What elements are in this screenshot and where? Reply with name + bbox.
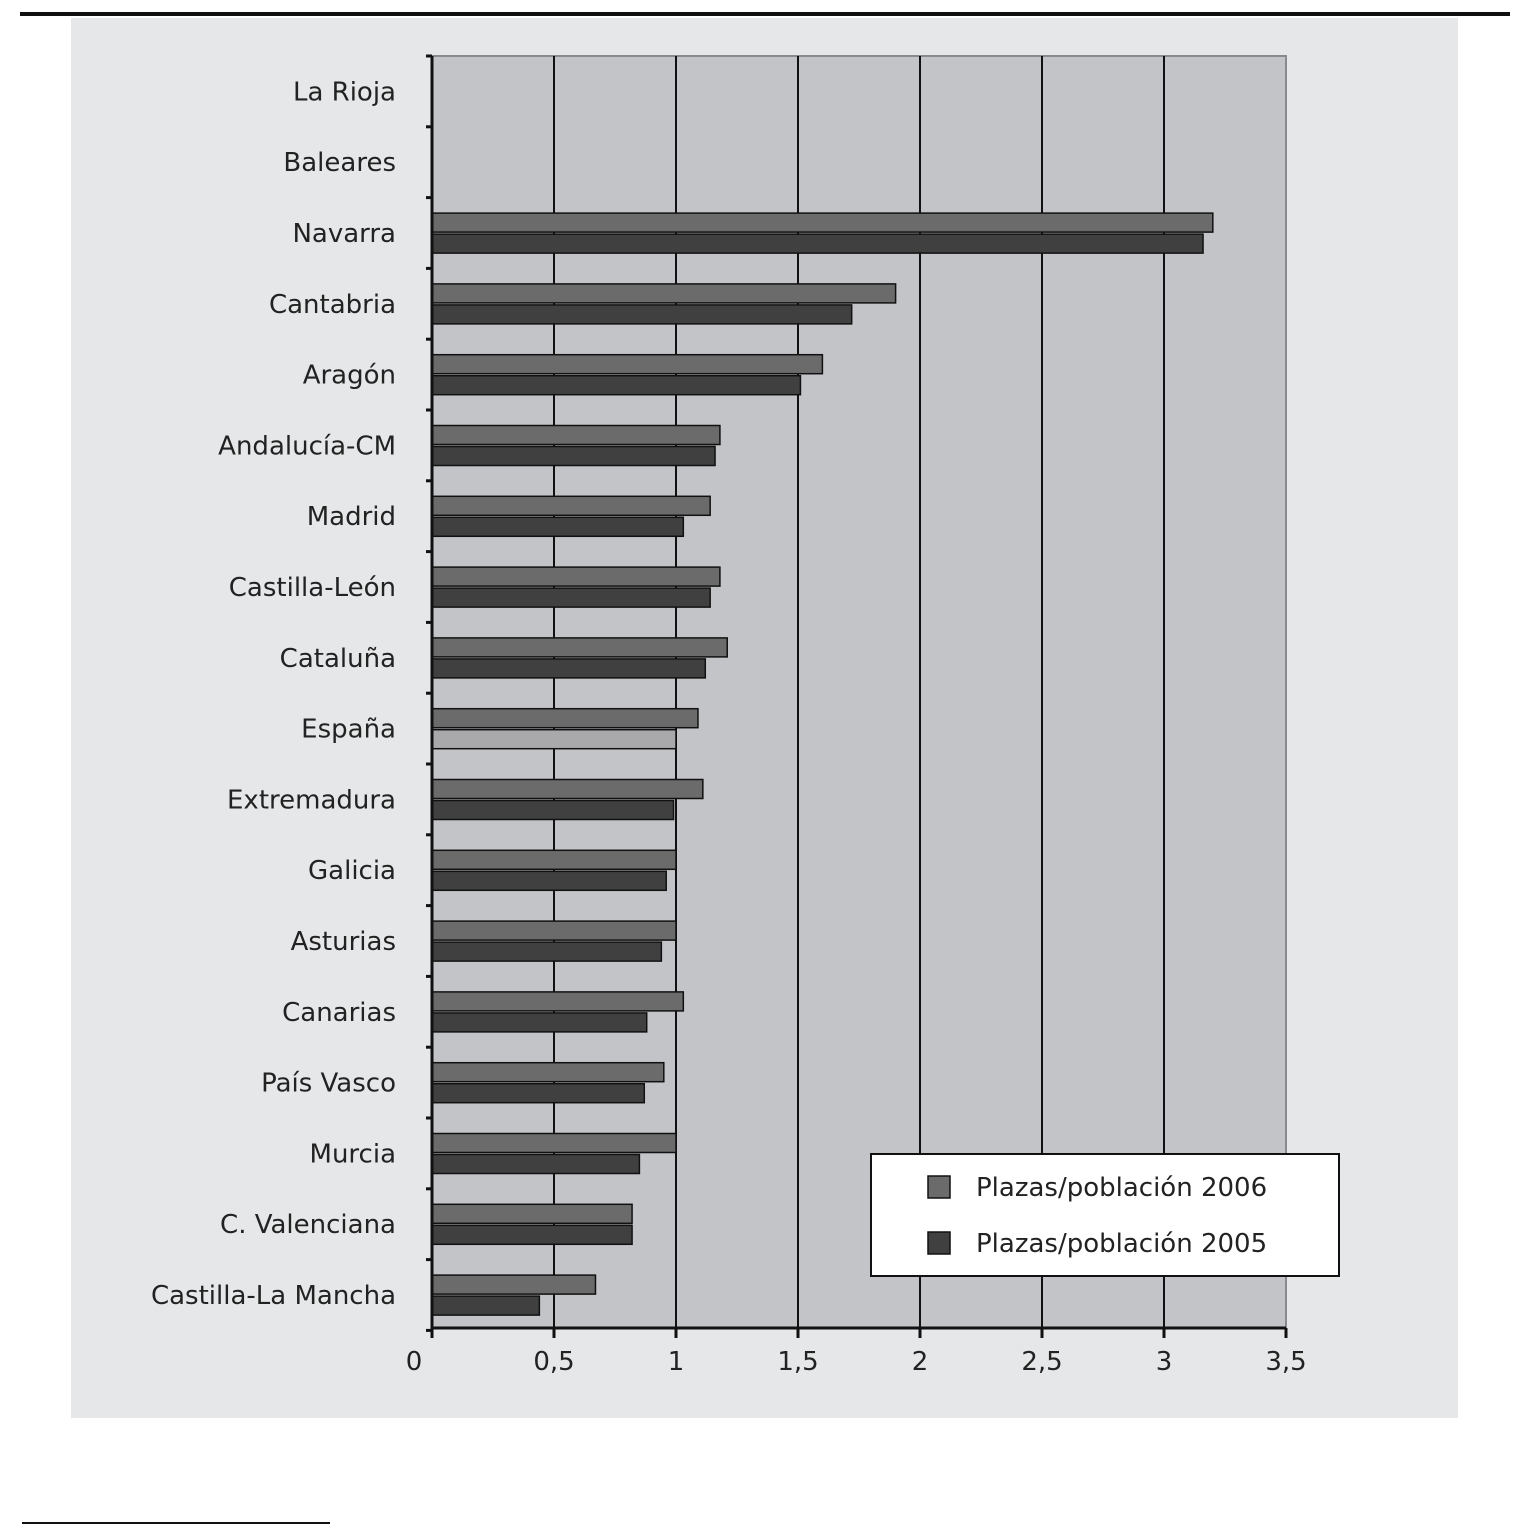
bar: [432, 1204, 632, 1223]
category-label: Aragón: [302, 360, 396, 391]
bar: [432, 1063, 664, 1082]
category-label: Murcia: [309, 1139, 396, 1170]
bar: [432, 517, 683, 536]
bar: [432, 426, 720, 445]
bar: [432, 1134, 676, 1153]
bar: [432, 1084, 644, 1103]
category-label: Madrid: [306, 502, 396, 533]
category-label: La Rioja: [292, 77, 396, 108]
legend-label-2006: Plazas/población 2006: [976, 1173, 1268, 1203]
bar: [432, 355, 822, 374]
category-label: Castilla-León: [228, 573, 396, 603]
x-tick-label: 2,5: [1021, 1347, 1063, 1377]
bar: [432, 638, 727, 657]
bar: [432, 1225, 632, 1244]
legend-label-2005: Plazas/población 2005: [976, 1229, 1268, 1259]
category-label: País Vasco: [261, 1068, 396, 1099]
bar: [432, 305, 852, 324]
category-label: Galicia: [308, 856, 396, 887]
x-tick-label: 1,5: [777, 1347, 819, 1377]
bar: [432, 709, 698, 728]
x-tick-label: 0,5: [533, 1347, 575, 1377]
x-tick-label: 2: [911, 1347, 929, 1377]
category-label: Cataluña: [279, 643, 396, 674]
x-tick-label: 0: [405, 1347, 423, 1377]
category-label: Asturias: [290, 927, 396, 957]
category-label: Extremadura: [227, 785, 396, 816]
legend: [871, 1154, 1339, 1276]
x-tick-label: 3,5: [1265, 1347, 1307, 1377]
bar: [432, 376, 800, 395]
bar: [432, 496, 710, 515]
legend-swatch-2006: [928, 1176, 950, 1198]
bar: [432, 850, 676, 869]
bar: [432, 1155, 639, 1174]
category-label: Navarra: [292, 219, 396, 249]
bar: [432, 871, 666, 890]
category-label: Castilla-La Mancha: [150, 1281, 396, 1311]
category-label: España: [301, 714, 396, 745]
bar: [432, 447, 715, 466]
category-label: Cantabria: [268, 289, 396, 320]
legend-swatch-2005: [928, 1232, 950, 1254]
bar: [432, 1275, 595, 1294]
bar: [432, 659, 705, 678]
x-tick-label: 1: [667, 1347, 685, 1377]
bar: [432, 730, 676, 749]
x-tick-label: 3: [1155, 1347, 1173, 1377]
bar: [432, 780, 703, 799]
category-label: Andalucía-CM: [218, 431, 396, 462]
category-label: C. Valenciana: [220, 1210, 396, 1241]
bar: [432, 234, 1203, 253]
bar: [432, 1296, 539, 1315]
bar: [432, 588, 710, 607]
bar: [432, 801, 674, 820]
bar: [432, 284, 896, 303]
bar: [432, 921, 676, 940]
bar: [432, 213, 1213, 232]
bar: [432, 1013, 647, 1032]
bar: [432, 942, 661, 961]
bar: [432, 992, 683, 1011]
category-label: Canarias: [282, 997, 396, 1028]
bar: [432, 567, 720, 586]
category-label: Baleares: [283, 148, 396, 179]
